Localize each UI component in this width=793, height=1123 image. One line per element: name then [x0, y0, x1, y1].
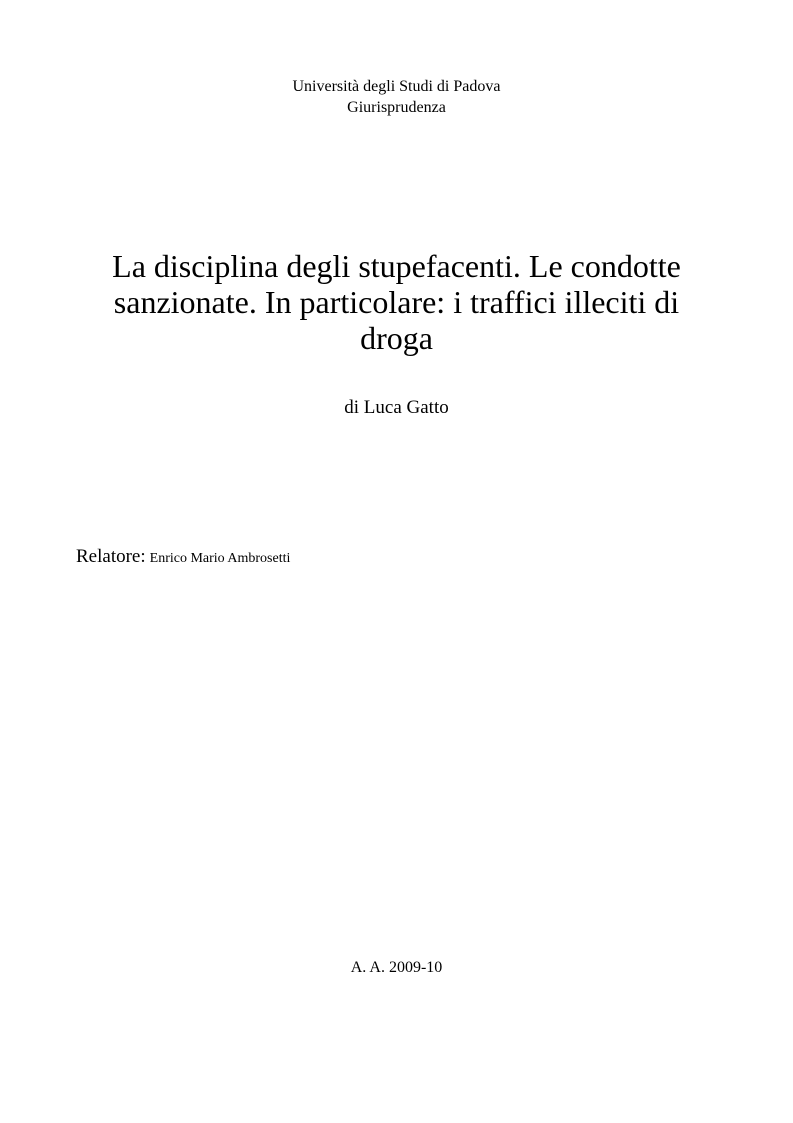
faculty-name: Giurisprudenza — [347, 99, 446, 116]
thesis-title-line-1: La disciplina degli stupefacenti. Le condotte — [112, 248, 681, 284]
thesis-title-line-2: sanzionate. In particolare: i traffici illeciti di — [113, 284, 680, 320]
thesis-title-line-3: droga — [360, 320, 433, 356]
supervisor-line — [76, 545, 290, 571]
supervisor-name: Enrico Mario Ambrosetti — [149, 551, 291, 566]
academic-year: A. A. 2009-10 — [350, 959, 443, 976]
author-line: di Luca Gatto — [344, 397, 449, 418]
supervisor-label: Relatore: — [76, 546, 146, 567]
university-name: Università degli Studi di Padova — [292, 78, 501, 95]
thesis-title — [96, 248, 697, 356]
institution-header — [0, 76, 793, 118]
